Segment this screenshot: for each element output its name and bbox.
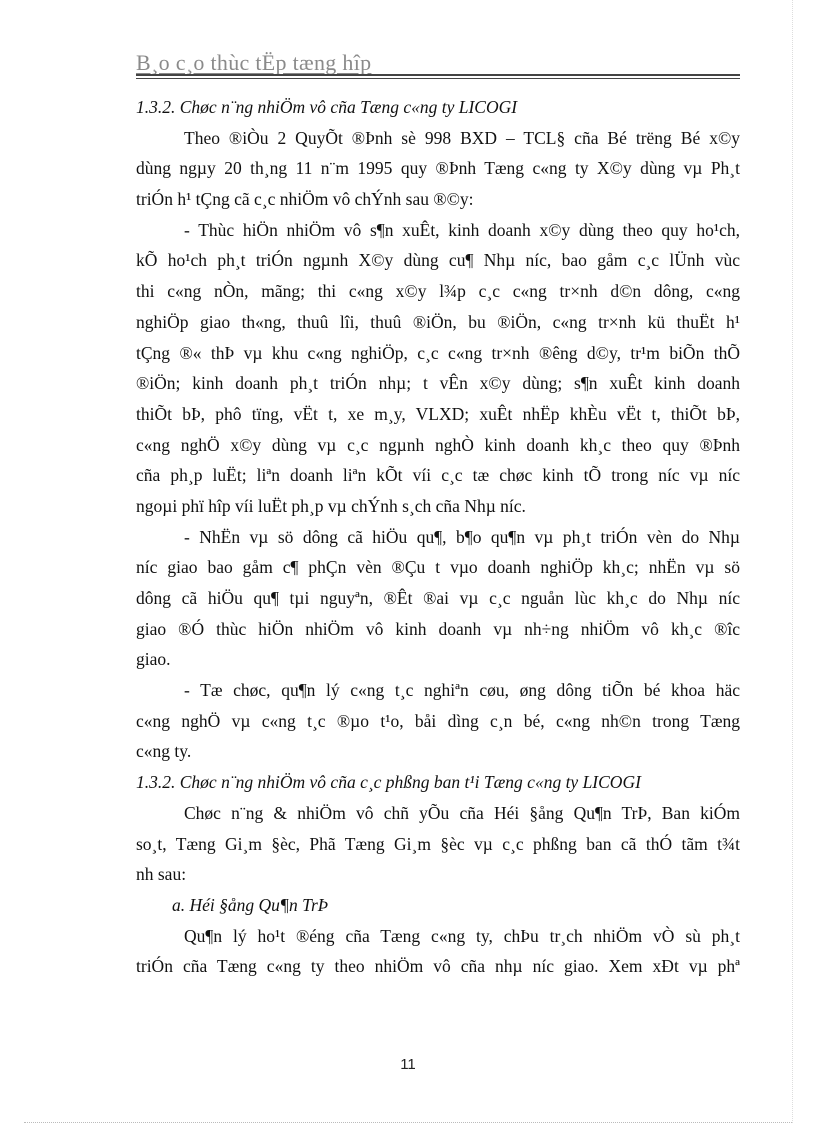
paragraph-first-line: Chøc n¨ng & nhiÖm vô chñ yÕu cña Héi §ång Qu¶n TrÞ, Ban kiÓm — [184, 802, 740, 823]
body-line: giao. — [136, 649, 171, 670]
paragraph-first-line: - Thùc hiÖn nhiÖm vô s¶n xuÊt, kinh doanh x©y dùng theo quy ho¹ch, — [184, 219, 740, 240]
body-text — [136, 92, 740, 982]
body-line: tÇng ®« thÞ vµ khu c«ng nghiÖp, c¸c c«ng tr×nh ®êng d©y, tr¹m biÕn thÕ — [136, 342, 740, 363]
header-title: B¸o c¸o thùc tËp tæng hîp — [136, 50, 372, 75]
body-line: thi c«ng nÒn, mãng; thi c«ng x©y l¾p c¸c c«ng tr×nh d©n dông, c«ng — [136, 281, 740, 302]
page-header — [136, 50, 740, 78]
body-line: triÓn cña Tæng c«ng ty theo nhiÖm vô cña nhµ níc giao. Xem xÐt vµ phª — [136, 956, 740, 977]
body-line: dông cã hiÖu qu¶ tµi nguyªn, ®Êt ®ai vµ c¸c nguån lùc kh¸c do Nhµ níc — [136, 588, 740, 608]
page-number: 11 — [400, 1056, 416, 1073]
paragraph-first-line: - NhËn vµ sö dông cã hiÖu qu¶, b¶o qu¶n vµ ph¸t triÓn vèn do Nhµ — [184, 526, 740, 547]
body-line: níc giao bao gåm c¶ phÇn vèn ®Çu t vµo doanh nghiÖp kh¸c; nhËn vµ sö — [136, 557, 740, 578]
header-rule-thick — [136, 74, 740, 76]
section-heading: 1.3.2. Chøc n¨ng nhiÖm vô cña Tæng c«ng ty LICOGI — [136, 97, 518, 117]
body-line: ®iÖn; kinh doanh ph¸t triÓn nhµ; t vÊn x©y dùng; s¶n xuÊt kinh doanh — [136, 373, 740, 394]
body-line: c«ng ty. — [136, 741, 192, 762]
body-line: ngoµi phï hîp víi luËt ph¸p vµ chÝnh s¸ch cña Nhµ níc. — [136, 495, 526, 516]
body-line: c«ng nghÖ vµ c«ng t¸c ®µo t¹o, båi dìng c¸n bé, c«ng nh©n trong Tæng — [136, 710, 740, 731]
body-line: so¸t, Tæng Gi¸m §èc, Phã Tæng Gi¸m §èc vµ c¸c phßng ban cã thÓ tãm t¾t — [136, 833, 740, 854]
paragraph-first-line: Qu¶n lý ho¹t ®éng cña Tæng c«ng ty, chÞu tr¸ch nhiÖm vÒ sù ph¸t — [184, 925, 740, 946]
body-line: cña ph¸p luËt; liªn doanh liªn kÕt víi c¸c tæ chøc kinh tÕ trong níc vµ níc — [136, 465, 740, 486]
body-line: nghiÖp giao th«ng, thuû lîi, thuû ®iÖn, bu ®iÖn, c«ng tr×nh kü thuËt h¹ — [136, 311, 740, 332]
body-line: giao ®Ó thùc hiÖn nhiÖm vô kinh doanh vµ nh÷ng nhiÖm vô kh¸c ®îc — [136, 618, 740, 639]
body-line: triÓn h¹ tÇng cã c¸c nhiÖm vô chÝnh sau ®©y: — [136, 189, 474, 210]
body-line: dùng ngµy 20 th¸ng 11 n¨m 1995 quy ®Þnh Tæng c«ng ty X©y dùng vµ Ph¸t — [136, 158, 740, 179]
body-line: c«ng nghÖ x©y dùng vµ c¸c ngµnh nghÒ kinh doanh kh¸c theo quy ®Þnh — [136, 434, 740, 455]
page-edge-right — [792, 0, 793, 1123]
header-rule-thin — [136, 78, 740, 79]
section-heading: 1.3.2. Chøc n¨ng nhiÖm vô cña c¸c phßng ban t¹i Tæng c«ng ty LICOGI — [136, 772, 641, 793]
paragraph-first-line: Theo ®iÒu 2 QuyÕt ®Þnh sè 998 BXD – TCL§ cña Bé trëng Bé x©y — [184, 127, 740, 148]
body-line: nh sau: — [136, 864, 187, 885]
body-line: thiÕt bÞ, phô tïng, vËt t, xe m¸y, VLXD; xuÊt nhËp khÈu vËt t, thiÕt bÞ, — [136, 403, 740, 424]
paragraph-first-line: - Tæ chøc, qu¶n lý c«ng t¸c nghiªn cøu, øng dông tiÕn bé khoa häc — [184, 680, 740, 701]
body-line: kÕ ho¹ch ph¸t triÓn ngµnh X©y dùng cu¶ Nhµ níc, bao gåm c¸c lÜnh vùc — [136, 250, 740, 271]
subsection-heading: a. Héi §ång Qu¶n TrÞ — [172, 894, 329, 915]
